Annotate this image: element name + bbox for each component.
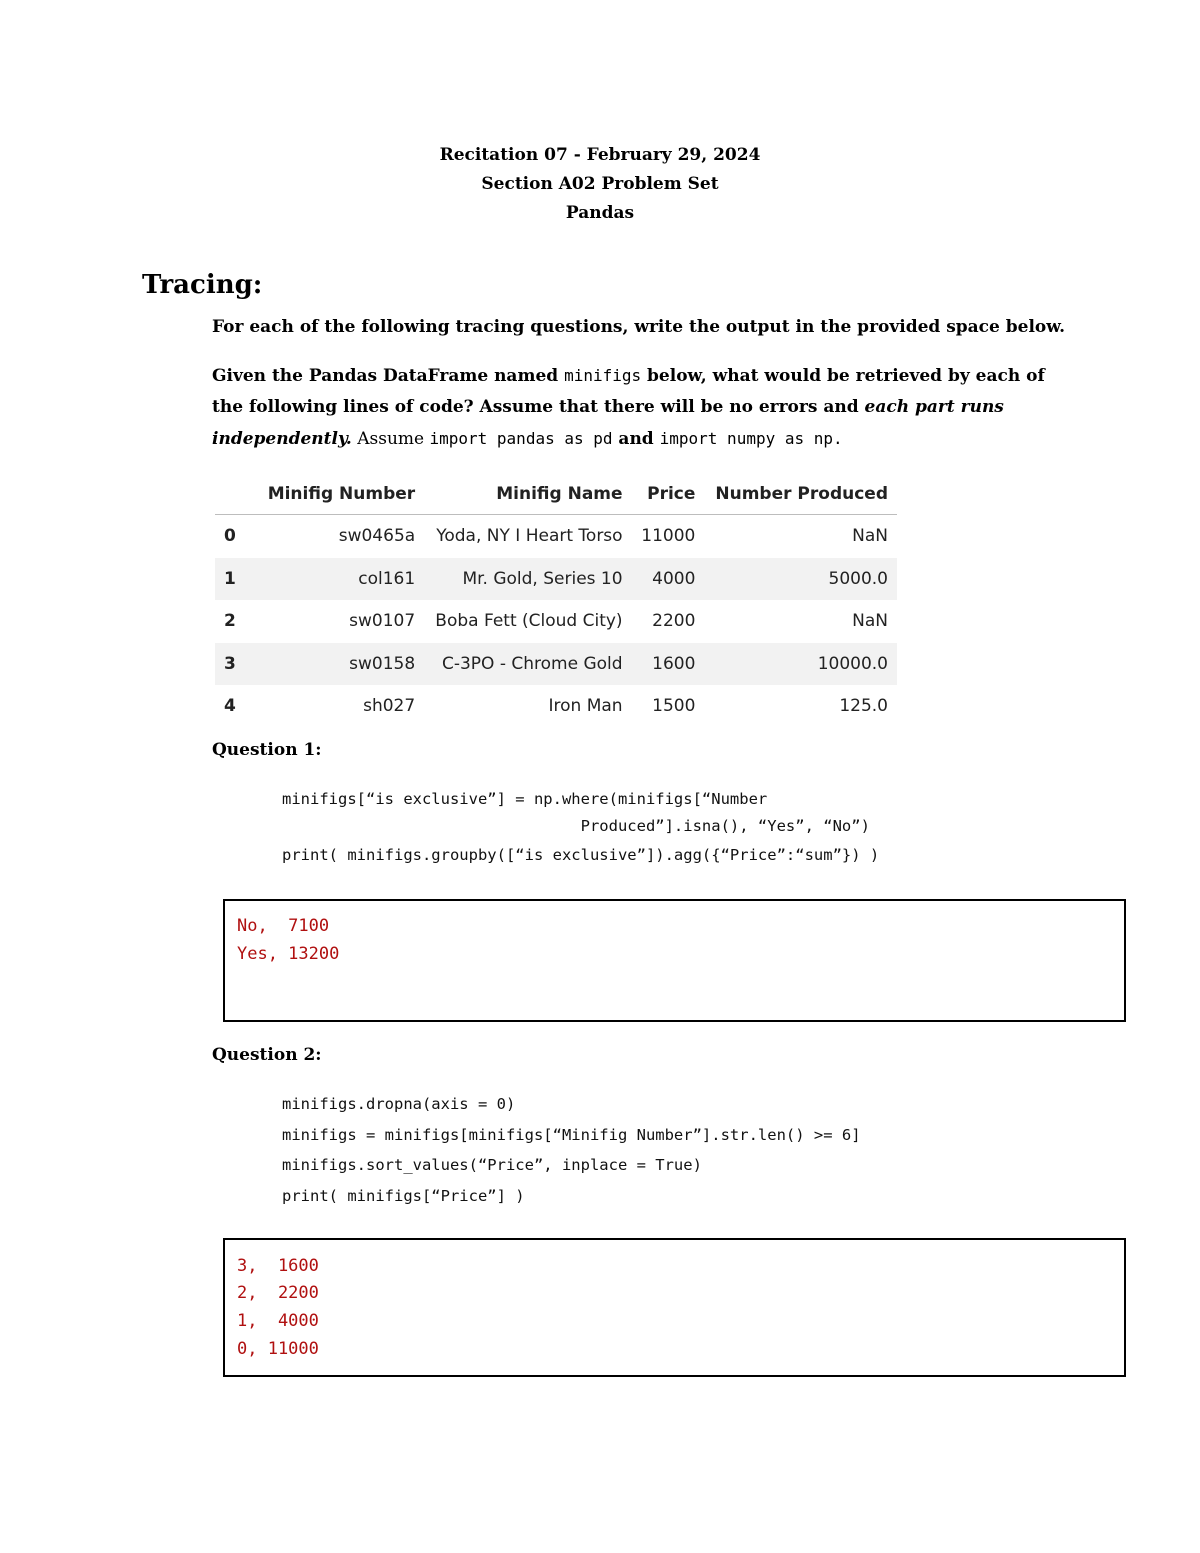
table-cell: 1600 [632, 643, 705, 686]
table-cell: NaN [852, 611, 888, 632]
table-cell: sw0107 [349, 611, 416, 632]
table-row [215, 685, 897, 728]
prompt-text: . [833, 429, 843, 448]
prompt-emphasis: independently. [212, 429, 352, 449]
doc-topic: Pandas [565, 203, 635, 223]
table-cell: col161 [257, 558, 424, 601]
answer-box-2[interactable] [223, 1238, 1126, 1377]
table-cell: NaN [852, 526, 888, 547]
table-cell: 125.0 [839, 696, 888, 717]
code-line: Produced”].isna(), “Yes”, “No”) [282, 817, 870, 835]
table-cell: 1500 [652, 696, 696, 717]
table-header-row [215, 474, 897, 515]
table-header: Minifig Number [257, 474, 424, 515]
code-line: print( minifigs[“Price”] ) [282, 1187, 525, 1205]
answer-box-1[interactable] [223, 899, 1126, 1022]
prompt-text: the following lines of code? Assume that there will be no errors and [212, 397, 865, 417]
dataframe-table [215, 474, 897, 728]
answer-line: 0, 11000 [237, 1339, 319, 1359]
table-row [215, 643, 897, 686]
table-row [215, 515, 897, 558]
table-cell: sh027 [363, 696, 416, 717]
table-cell: 3 [215, 643, 257, 686]
table-cell: Yoda, NY I Heart Torso [436, 526, 623, 547]
table-cell: Boba Fett (Cloud City) [435, 611, 623, 632]
table-cell: Mr. Gold, Series 10 [424, 558, 631, 601]
prompt-code: import pandas as pd [429, 429, 613, 448]
table-cell: sw0158 [257, 643, 424, 686]
table-cell: 0 [224, 526, 236, 547]
prompt-text: Given the Pandas DataFrame named [212, 366, 565, 386]
table-row [215, 600, 897, 643]
table-cell: 4000 [632, 558, 705, 601]
table-cell: 2200 [652, 611, 696, 632]
prompt-text: Assume [351, 429, 430, 449]
table-header [215, 474, 257, 515]
prompt-emphasis: each part runs [864, 397, 1004, 417]
answer-line: 1, 4000 [237, 1311, 319, 1331]
question-1-label: Question 1: [212, 740, 322, 760]
answer-line: No, 7100 [237, 916, 330, 936]
table-cell: 2 [224, 611, 236, 632]
table-cell: 1 [215, 558, 257, 601]
code-line: minifigs.sort_values(“Price”, inplace = True) [282, 1156, 702, 1174]
prompt-text: and [612, 429, 660, 449]
prompt-code: import numpy as np [659, 429, 834, 448]
code-line: print( minifigs.groupby([“is exclusive”]).agg({“Price”:“sum”}) ) [282, 846, 880, 864]
code-line: minifigs[“is exclusive”] = np.where(minifigs[“Number [282, 790, 768, 808]
code-line: minifigs.dropna(axis = 0) [282, 1095, 516, 1113]
table-cell: 4 [224, 696, 236, 717]
table-cell: 11000 [641, 526, 696, 547]
question-2-label: Question 2: [212, 1045, 322, 1065]
answer-line: 3, 1600 [237, 1256, 319, 1276]
doc-subtitle: Section A02 Problem Set [481, 174, 719, 194]
instructions: For each of the following tracing questions, write the output in the provided space below. [212, 317, 1066, 337]
table-row [215, 558, 897, 601]
table-cell: 5000.0 [704, 558, 897, 601]
table-cell: Iron Man [548, 696, 623, 717]
section-title: Tracing: [142, 270, 263, 300]
table-cell: sw0465a [338, 526, 416, 547]
answer-line: 2, 2200 [237, 1283, 319, 1303]
table-header: Number Produced [704, 474, 897, 515]
table-cell: C-3PO - Chrome Gold [424, 643, 631, 686]
table-header: Price [632, 474, 705, 515]
answer-line: Yes, 13200 [237, 944, 340, 964]
table-header: Minifig Name [424, 474, 631, 515]
prompt-paragraph [212, 360, 1072, 455]
doc-title: Recitation 07 - February 29, 2024 [439, 145, 761, 165]
prompt-var: minifigs [564, 366, 642, 385]
table-cell: 10000.0 [704, 643, 897, 686]
prompt-text: below, what would be retrieved by each of [641, 366, 1045, 386]
code-line: minifigs = minifigs[minifigs[“Minifig Number”].str.len() >= 6] [282, 1126, 861, 1144]
